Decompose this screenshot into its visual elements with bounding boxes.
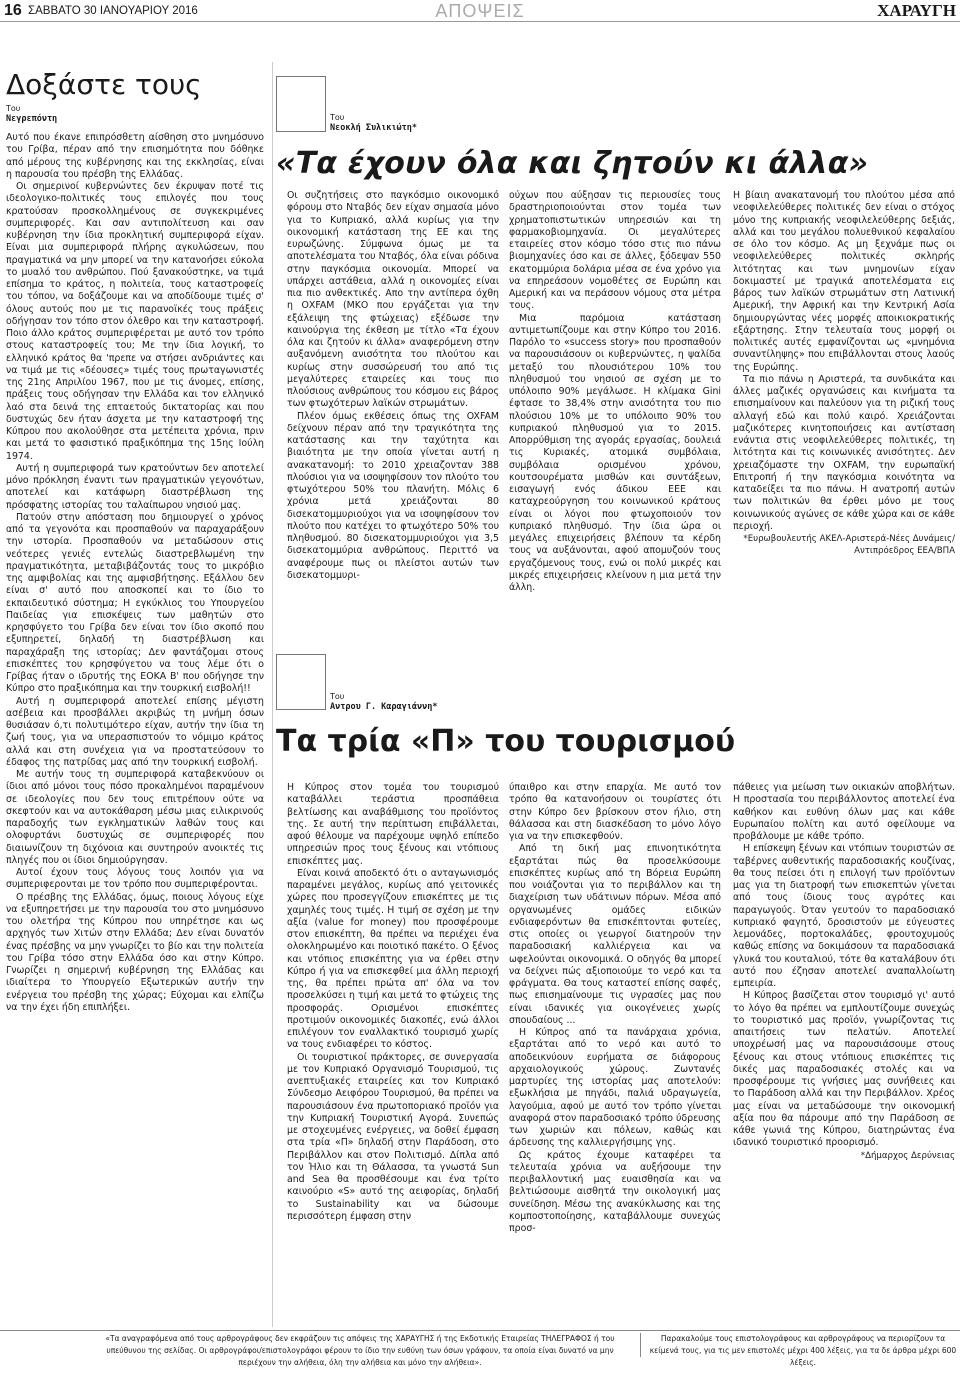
byline-prefix: Του xyxy=(6,104,21,113)
article3-byline xyxy=(330,690,437,720)
paragraph: πάθειες για μείωση των οικιακών αποβλήτων. Η προστασία του περιβάλλοντος αποτελεί ένα καθήκον και ευθύνη όλων μας και κάθε Ευρωπαίου πολίτη και αυτό οφείλουμε να προβάλουμε με κάθε τρόπο. xyxy=(733,782,955,842)
paragraph: Πλέον όμως εκθέσεις όπως της OXFAM δείχνουν πέραν από την τραγικότητα της κατάστασης και την ταχύτητα και βιαιότητα με την οποία γίνεται αυτή η ανακατανομή: το 2010 χρειαζονταν 388 πλούσιοι για να ισοψηφίσουν τον πλούτο του φτωχότερου 50% του πλανήτη. Μόλις 6 χρόνια μετά χρειάζονται 80 δισεκατομμυριούχοι για να ισοψηφίσουν τον πλούτο που κατέχει το φτωχότερο 50% του πληθυσμού. 80 δισεκατομμυριούχοι για 3,5 δισεκατομμύρια ανθρώπους. Περιττό να αναφέρουμε πως οι πλείστοι αυτών των δισεκατομμυρι- xyxy=(287,410,499,581)
paragraph: ούχων που αύξησαν τις περιουσίες τους δραστηριοποιούνται στον τομέα των χρηματοπιστωτικών υπηρεσιών και τη φαρμακοβιομηχανία. Οι μεγαλύτερες εταιρείες στον κόσμο τόσο στις πιο πάνω βιομηχανίες όσο και σε άλλες, ξόδεψαν 550 εκατομμύρια δολάρια μέσα σε ένα χρόνο για να επηρεάσουν νομοθέτες σε Ευρώπη και Αμερική και να περάσουν νόμους στα μέτρα τους. xyxy=(509,190,721,312)
paragraph: Η βίαιη ανακατανομή του πλούτου μέσα από νεοφιλελεύθερες πολιτικές δεν είναι ο στόχος μόνο της κυπριακής νεοφιλελεύθερης δεξιάς, αλλά και του μεγάλου πολυεθνικού κεφαλαίου σε όλο τον κόσμο. Ας μη ξεχνάμε πως οι νεοφιλελεύθερες πολιτικές σκληρής λιτότητας και των μνημονίων είχαν δοκιμαστεί με τραγικά αποτελέσματα εις βάρος των λαϊκών στρωμάτων στη Λατινική Αμερική, την Αφρική και την Κεντρική Ασία δημιουργώντας νέες μορφές αποικιοκρατικής εξάρτησης. Στην τελευταία τους μορφή οι πολιτικές αυτές εμφανίζονται ως «μνημόνια συναντίληψης» που επιβάλλονται στους λαούς της Ευρώπης. xyxy=(733,190,955,373)
paragraph: Οι συζητήσεις στο παγκόσμιο οικονομικό φόρουμ στο Νταβός δεν είχαν σημασία μόνο για το Κυπριακό, αλλά κυρίως για την οικονομική κατάσταση της ΕΕ και της ευρωζώνης. Σύμφωνα όμως με τα αποτελέσματα του Νταβός, όλα είναι ρόδινα στην παγκόσμια οικονομία. Μπορεί να υπάρχει αστάθεια, αλλά η οικονομίες είναι πια πιο ανθεκτικές. Απο την αντίπερα όχθη η ΟΧFAM (ΜΚΟ που εργάζεται για την εξάλειψη της φτώχειας) εξέδωσε την καινούργια της έκθεση με τίτλο «Τα έχουν όλα και ζητούν κι άλλα» αναφερόμενη στην αυξανόμενη ανισότητα του πλούτου και κυρίως στην συσσώρευσή του από τις μεγαλύτερες εταιρείες και τους πιο πλούσιους ανθρώπους του κόσμου εις βάρος των φτωχότερων λαϊκών στρωμάτων. xyxy=(287,190,499,410)
issue-date: ΣΑΒΒΑΤΟ 30 ΙΑΝΟΥΑΡΙΟΥ 2016 xyxy=(28,5,198,17)
article3-column-3 xyxy=(733,782,955,1310)
paragraph: Η Κύπρος βασίζεται στον τουρισμό γι' αυτό το λόγο θα πρέπει να εμπλουτίζουμε συνεχώς το τουριστικό μας προϊόν, γνωρίζοντας τις απαιτήσεις των πελατών. Αποτελεί υποχρέωσή μας να παρουσιάσουμε στους ξένους και στους ντόπιους επισκέπτες τις δικές μας παραδοσιακές στολές και να προσφέρουμε τις γνήσιες μας συνήθειες και το Παράδοση αλλά και την Περιβάλλον. Χρέος μας είναι να μεταδώσουμε την οικονομική αξία που θα πάρουμε από την Παράδοση σε κάθε γωνιά της Κύπρου, διατηρώντας ένα ιδανικό τουριστικό προορισμό. xyxy=(733,990,955,1149)
paragraph: Μια παρόμοια κατάσταση αντιμετωπίζουμε και στην Κύπρο του 2016. Παρόλο το «success story» που προσπαθούν να παρουσιάσουν οι κυβερνώντες, η ψαλίδα μεταξύ του πλουσιότερου 10% του πληθυσμού του νησιού σε σχέση με το υπόλοιπο 90% μεγάλωσε. Η κλίμακα Gini έφτασε το 38,4% στην ανισότητα του πιο πλούσιου 10% με το υπόλοιπο 90% του κυπριακού πληθυσμού για το 2015. Απορρύθμιση της αγοράς εργασίας, δουλειά τις Κυριακές, ατομικά συμβόλαια, συμβόλαια ορισμένου χρόνου, κουτσουρέματα μισθών και συντάξεων, εισαγωγή ενός άδικου ΕΕΕ και καταχρεούργηση του κοινωνικού κράτους είναι οι λόγοι που φτωχοποιούν τον κυπριακό πληθυσμό. Την ίδια ώρα οι μεγάλες επιχειρήσεις βλέπουν τα κέρδη τους να αυξάνονται, αφού απομυζούν τους εργαζόμενους τους, ενώ οι πολύ μικρές και μικρές επιχειρήσεις κλείνουν η μια μετά την άλλη. xyxy=(509,312,721,593)
article2-title: «Τα έχουν όλα και ζητούν κι άλλα» xyxy=(276,146,869,181)
author-photo xyxy=(276,654,326,710)
submission-guidelines: Παρακαλούμε τους επιστολογράφους και αρθρογράφους να περιορίζουν τα κείμενά τους, για τις μεν επιστολές μέχρι 400 λέξεις, για τα δε άρθρα μέχρι 600 λέξεις. xyxy=(649,1334,957,1367)
author-photo xyxy=(276,76,326,132)
disclaimer-text: «Τα αναγραφόμενα από τους αρθρογράφους δεν εκφράζουν τις απόψεις της ΧΑΡΑΥΓΗΣ ή της Εκδοτικής Εταιρείας ΤΗΛΕΓΡΑΦΟΣ ή του υπεύθυνου της σελίδας. Οι αρθρογράφοι/επιστολογράφοι φέρουν το ίδιο την ευθύνη των όσων γράφουν, τα οποία είναι δυνατό να μην περιέχουν την αλήθεια, όλη την αλήθεια και μόνο την αλήθεια». xyxy=(105,1334,615,1367)
paragraph: Η επίσκεψη ξένων και ντόπιων τουριστών σε ταβέρνες αυθεντικής παραδοσιακής κουζίνας, θα τους πείσει ότι η επιλογή των προϊόντων μας για τη διατροφή των επισκεπτών γίνεται από τους ίδιους τους αγρότες και παραγωγούς. Όταν γευτούν το παραδοσιακό κυπριακό φαγητό, δροσιστούν με εύγευστες λεμονάδες, πορτοκαλάδες, φρουτοχυμούς καθώς επίσης να δοκιμάσουν τα παραδοσιακά γλυκά του κουταλιού, τότε θα καταλάβουν ότι αυτό που έζησαν αποτελεί αναπαλλοίωτη εμπειρία. xyxy=(733,843,955,989)
byline-prefix: Του xyxy=(330,113,345,122)
article2-column-3 xyxy=(733,190,955,630)
page-footer xyxy=(0,1330,960,1367)
paragraph: Αυτό που έκανε επιπρόσθετη αίσθηση στο μνημόσυνο του Γρίβα, πέραν από την επισημότητα που δόθηκε από μέρους της κυβέρνησης και της εκκλησίας, είναι η παρουσία του πρέσβη της Ελλάδας. xyxy=(6,132,264,180)
page-header xyxy=(0,0,960,22)
paragraph: Αυτοί έχουν τους λόγους τους λοιπόν για να συμπεριφερονται με τον τρόπο που συμπεριφέρονται. xyxy=(6,867,264,891)
newspaper-logo: ΧΑΡΑΥΓΗ xyxy=(877,1,956,20)
paragraph: Πατούν στην απόσταση που δημιουργεί ο χρόνος από τα γεγονότα και προσπαθούν να παραχαράξουν την ιστορία. Προσπαθούν να μεταδώσουν στις νεότερες γενιές εντελώς διαστρεβλωμένη την πραγματικότητα, μεταβιβάζοντάς τους το μικρόβιο της αμφιβολίας και της αμφισβήτησης. Εξάλλου δεν είναι σ' αυτό που αποσκοπεί και το ίδιο το εκπαιδευτικό σύστημα; Η εγκύκλιος του Υπουργείου Παιδείας για επισκέψεις των μαθητών στο κρησφύγετο του Γρίβα δεν είναι τον ίδιο σκοπό που εξυπηρετεί, δηλαδή τη διαστρέβλωση και παραχάραξη της ιστορίας; Δεν φαντάζομαι στους επισκέπτες του κρησφύγετου να τους λέμε ότι ο Γρίβας ήταν ο ιδρυτής της ΕΟΚΑ Β' που οδήγησε την Κύπρο στο πραξικόπημα και την τουρκική εισβολή!! xyxy=(6,511,264,695)
paragraph: Με αυτήν τους τη συμπεριφορά καταβεκνύουν οι ίδιοι από μόνοι τους πόσο προκαλημένοι παραμένουν σε ιδεολογίες που δεν τους επιτρέπουν ούτε να σκεφτούν και να αυτοκάθαρση μέσω μιας ειλικρινούς παραδοχής των εγκληματικών λαθών τους και ολοφυρτάνι δυστυχώς σε συμπεριφορές που διαιωνίζουν τη διχόνοια και συντηρούν ανοικτές τις πληγές που οι ίδιοι δημιούργησαν. xyxy=(6,769,264,866)
article2-column-2 xyxy=(509,190,721,630)
article2-byline xyxy=(330,111,417,141)
article-body xyxy=(6,132,264,1382)
paragraph: Ως κράτος έχουμε καταφέρει τα τελευταία χρόνια να αυξήσουμε την περιβαλλοντική μας ευαισθησία και να βελτιώσουμε αισθητά την οικολογική μας συνείδηση. Μέσω της ανακύκλωσης και της κομποστοποίησης, καταβάλλουμε συνεχώς προσ- xyxy=(509,1149,721,1234)
article3-title: Τα τρία «Π» του τουρισμού xyxy=(276,724,736,759)
author-signature: *Δήμαρχος Δερύνειας xyxy=(860,1150,955,1161)
page-number: 16 xyxy=(4,2,22,19)
author-name: Αντρου Γ. Καραγιάννη* xyxy=(330,702,438,712)
author-signature xyxy=(733,533,955,557)
paragraph: Ο πρέσβης της Ελλάδας, όμως, ποιους λόγους είχε να εξυπηρετήσει με την παρουσία του στο μνημόσυνο του ολετήρα της Κύπρου που υπηρέτησε και ως αρχηγός των Χιτών στην Ελλάδα; Δεν είναι δυνατόν ένας πρέσβης να μην γνωρίζει το βίο και την πολιτεία του Γρίβα τόσο στην Ελλάδα όσο και στην Κύπρο. Γνωρίζει η σημερινή κυβέρνηση της Ελλάδας και ιδιαίτερα το Υπουργείο Εξωτερικών αυτήν την ενέργεια του πρέσβη της χώρας; Εύχομαι και ελπίζω να την έχει ήδη επιπλήξει. xyxy=(6,891,264,1013)
section-title: ΑΠΟΨΕΙΣ xyxy=(435,1,525,21)
paragraph: Οι τουριστικοί πράκτορες, σε συνεργασία με τον Κυπριακό Οργανισμό Τουρισμού, τις ανεπτυξιακές εταιρείες και τον Κυπριακό Σύνδεσμο Αειφόρου Τουρισμού, θα πρέπει να παρουσιάσουν ένα πρωτοποριακό προϊόν για την Κυπριακή Τουριστική Αγορά. Συνεπώς με στοχευμένες ενέργειες, να δοθεί έμφαση στα τρία «Π» δηλαδή στην Παράδοση, στο Περιβάλλον και στον Πολιτισμό. Δίπλα από τον Ήλιο και τη Θάλασσα, τα γνωστά Sun and Sea θα προσθέσουμε και ένα τρίτο καινούριο «S» αυτό της αειφορίας, δηλαδή το Sustainability και να δώσουμε περισσότερη έμφαση στην xyxy=(287,1051,499,1222)
signature-line: Αντιπρόεδρος ΕΕΑ/ΒΠΑ xyxy=(854,546,955,556)
article3-column-1 xyxy=(287,782,499,1310)
paragraph: Οι σημερινοί κυβερνώντες δεν έκρυψαν ποτέ τις ιδεολογικο-πολιτικές τους επιλογές που τους κρατούσαν προσκολλημένους σε συγκεκριμένες συμπεριφορές. Και σαν αντιπολίτευση και σαν κυβέρνηση την ίδια προκλητική συμπεριφορά είχαν. Είναι μια συμπεριφορά πλήρης αγκυλώσεων, που πραγματικά να μην μπορεί να την κατανοήσει εύκολα το μυαλό του ανθρώπου. Πού ξανακούστηκε, να τιμά επίσημα το κράτος, η πολιτεία, τους καταστροφείς του τόπου, να δοξάζουμε και να αποδίδουμε τιμές σ' όλους αυτούς που με τις παρανοϊκές τους πράξεις οδήγησαν τον τόπο στον όλεθρο και την καταστροφή. Ποιο άλλο κράτος συμπεριφέρεται με αυτό τον τρόπο στους καταστροφείς του; Με την ίδια λογική, το ελληνικό κράτος θα 'πρεπε να στήσει ανδριάντες και να τιμά με τις «δέουσες» τιμές τους πρωταγωνιστές της 21ης Απριλίου 1967, που με τις άνομες, επίσης, πράξεις τους οδήγησαν την Ελλάδα και τον ελληνικό λαό στα δεινά της επταετούς δικτατορίας και που δυστυχώς δεν ήταν άσχετα με την καταστροφή της Κύπρου που ακολούθησε στα μετέπειτα χρόνια, πριν και μετά το φασιστικό πραξικόπημα της 15ης Ιούλη 1974. xyxy=(6,181,264,462)
author-name: Νεοκλή Συλικιώτη* xyxy=(330,123,417,133)
paragraph: Είναι κοινά αποδεκτό ότι ο ανταγωνισμός παραμένει μεγάλος, κυρίως από γειτονικές χώρες που προσεγγίζουν επισκέπτες με τις χαμηλές τους τιμές. Η τιμή σε σχέση με την αξία (value for money) που προσφέρουμε στον επισκέπτη, θα πρέπει να περιέχει ένα ολοκληρωμένο και ποιοτικό πακέτο. Ο ξένος και ντόπιος επισκέπτης για να έρθει στην Κύπρο ή για να επισκεφθεί μια άλλη περιοχή της, θα πρέπει πρώτα απ' όλα να τον προσελκύσει η τιμή και μετά το φτώχεις της προσφοράς. Ορισμένοι επισκέπτες προτιμούν οικονομικές διακοπές, ενώ άλλοι επιλέγουν τον εναλλακτικό τουρισμό χωρίς να τους ενδιαφέρει το κόστος. xyxy=(287,867,499,1051)
paragraph: Από τη δική μας επινοητικότητα εξαρτάται πώς θα προσελκύσουμε επισκέπτες κυρίως από τη Βόρεια Ευρώπη που νοιάζονται για το περιβάλλον και τη διαχείριση των υδάτινων πόρων. Μέσα από οργανωμένες ομάδες ειδικών ενδιαφερόντων θα επισκέπτονται φυτείες, στις οποίες οι γεωργοί διατηρούν την παραδοσιακή καλλιέργεια και να ωφελούνται οικονομικά. Ο οδηγός θα μπορεί να δείχνει πώς αξιοποιούμε το νερό και τα φράγματα. Θα τους καταστεί επίσης σαφές, πως επισημαίνουμε τις υγρασίες μας που είναι ιδανικές για οικογένειες χωρίς σπουδαίους ... xyxy=(509,843,721,1026)
article3-column-2 xyxy=(509,782,721,1310)
paragraph: Αυτή η συμπεριφορά αποτελεί επίσης μέγιστη ασέβεια και προσβάλλει ακριβώς τη μνήμη όσων θυσιάσαν ό,τι πολυτιμότερο είχαν, αυτήν την ίδια τη ζωή τους, για να υπερασπιστούν το νόμιμο κράτος αλλά και στη συνέχεια για να προστατεύσουν το έδαφος της πατρίδας μας από την τουρκική εισβολή. xyxy=(6,695,264,768)
article-left xyxy=(6,68,264,1382)
author-name: Νεγρεπόντη xyxy=(6,114,58,124)
byline-prefix: Του xyxy=(330,692,345,701)
paragraph: Αυτή η συμπεριφορά των κρατούντων δεν αποτελεί μόνο πρόκληση έναντι των πραγματικών γεγονότων, αποτελεί και κατάφωρη διαστρέβλωση της πρόσφατης ιστορίας του ταλαίπωρου νησιού μας. xyxy=(6,462,264,511)
article2-column-1 xyxy=(287,190,499,630)
paragraph: Η Κύπρος από τα πανάρχαια χρόνια, εξαρτάται από το νερό και αυτό το αποδεικνύουν ευρήματα σε διάφορους αρχαιολογικούς χώρους. Ζωντανές μαρτυρίες της ιστορίας μας αποτελούν: εξωκλήσια με πηγάδι, παλιά υδραγωγεία, λαγούμια, αφού με αυτό τον τρόπο γίνεται αναφορά στον παραδοσιακό τρόπο ύδρευσης των χωριών και πόλεων, καθώς και άρδευσης της καλλιεργήσιμης γης. xyxy=(509,1027,721,1149)
paragraph: Η Κύπρος στον τομέα του τουρισμού καταβάλλει τεράστια προσπάθεια βελτίωσης και αναβάθμισης του προϊόντος της. Σε αυτή την περίπτωση επιβάλλεται, αφού θέλουμε να παρέχουμε υψηλό επίπεδο υπηρεσιών προς τους ξένους και ντόπιους επισκέπτες μας. xyxy=(287,782,499,867)
article-title: Δοξάστε τους xyxy=(6,68,202,101)
footer-divider xyxy=(640,1333,641,1357)
signature-line: *Ευρωβουλευτής ΑΚΕΛ-Αριστερά-Νέες Δυνάμεις/ xyxy=(743,534,955,544)
paragraph: Τα πιο πάνω η Αριστερά, τα συνδικάτα και άλλες μαζικές οργανώσεις και κινήματα τα επισημαίνουν και παλεύουν για τη ριζική τους αλλαγή εδώ και πολύ καιρό. Χρειάζονται μαζικότερες κινητοποιήσεις και αντίσταση ενάντια στις νεοφιλελεύθερες πολιτικές, τη λιτότητα και τις κοινωνικές ανισότητες. Δεν χρειαζόμαστε την ΟΧFAM, την ευρωπαϊκή Επιτροπή ή την παγκόσμια κοινότητα να καταδείξει τα πιο πάνω. Η ανατροπή αυτών των πολιτικών θα έρθει μόνο με τους κοινωνικούς αγώνες σε κάθε χώρα και σε κάθε περιοχή. xyxy=(733,373,955,532)
column-divider xyxy=(272,62,273,1327)
paragraph: ύπαιθρο και στην επαρχία. Με αυτό τον τρόπο θα κατανοήσουν οι τουρίστες ότι στην Κύπρο δεν βρίσκουν στον ήλιο, στη θάλασσα και στη διασκέδαση το μόνο λόγο για να την επισκεφθούν. xyxy=(509,782,721,842)
